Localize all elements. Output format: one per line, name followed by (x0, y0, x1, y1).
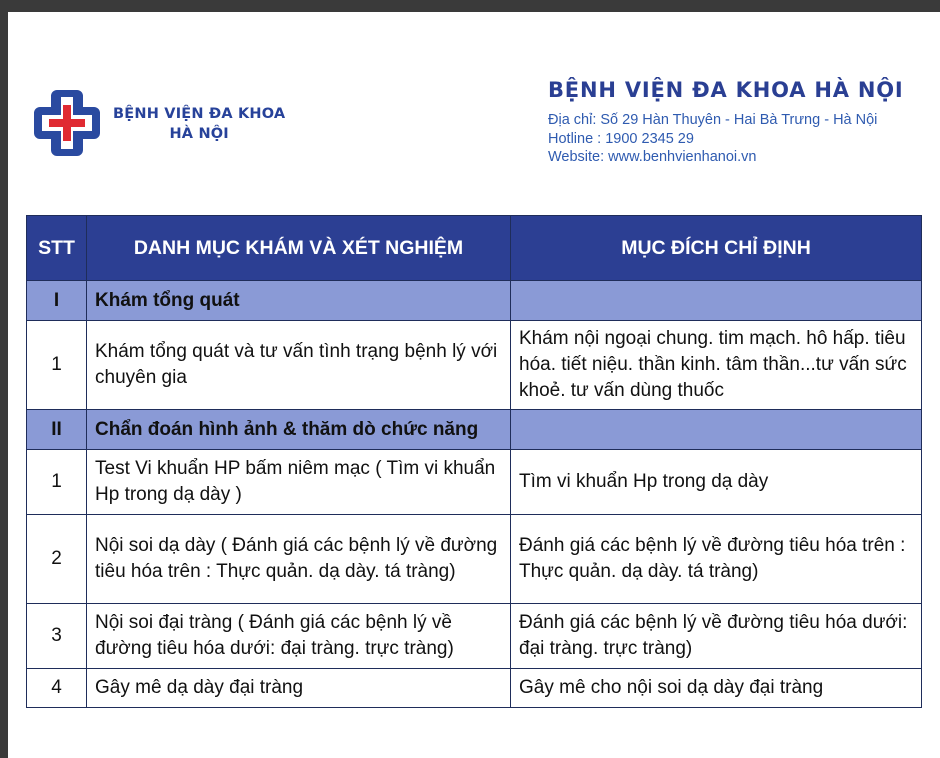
section-number: I (27, 281, 87, 321)
address-text: Địa chỉ: Số 29 Hàn Thuyên - Hai Bà Trưng - Hà Nội (548, 112, 878, 128)
hospital-title: BỆNH VIỆN ĐA KHOA HÀ NỘI (548, 78, 904, 102)
table-row (27, 669, 922, 708)
row-stt: 1 (27, 450, 87, 515)
header-item: DANH MỤC KHÁM VÀ XÉT NGHIỆM (87, 216, 511, 281)
row-item: Test Vi khuẩn HP bấm niêm mạc ( Tìm vi khuẩn Hp trong dạ dày ) (87, 450, 511, 515)
services-table (26, 215, 922, 708)
section-row (27, 281, 922, 321)
section-title: Khám tổng quát (87, 281, 511, 321)
row-purpose: Đánh giá các bệnh lý về đường tiêu hóa dưới: đại tràng. trực tràng) (511, 604, 922, 669)
header-stt: STT (27, 216, 87, 281)
section-number: II (27, 410, 87, 450)
table-row (27, 515, 922, 604)
section-empty-cell (511, 281, 922, 321)
row-purpose: Tìm vi khuẩn Hp trong dạ dày (511, 450, 922, 515)
row-stt: 4 (27, 669, 87, 708)
hotline-text: Hotline : 1900 2345 29 (548, 130, 694, 147)
row-stt: 1 (27, 321, 87, 410)
row-item: Gây mê dạ dày đại tràng (87, 669, 511, 708)
logo-line-2: HÀ NỘI (169, 126, 229, 142)
table-header-row (27, 216, 922, 281)
logo-line-1: BỆNH VIỆN ĐA KHOA (113, 106, 286, 122)
website-text: Website: www.benhvienhanoi.vn (548, 149, 757, 165)
hospital-contact-info (548, 111, 877, 167)
table-row (27, 321, 922, 410)
row-item: Nội soi dạ dày ( Đánh giá các bệnh lý về đường tiêu hóa trên : Thực quản. dạ dày. tá tràng) (87, 515, 511, 604)
section-empty-cell (511, 410, 922, 450)
row-purpose: Đánh giá các bệnh lý về đường tiêu hóa trên : Thực quản. dạ dày. tá tràng) (511, 515, 922, 604)
row-item: Nội soi đại tràng ( Đánh giá các bệnh lý về đường tiêu hóa dưới: đại tràng. trực tràng) (87, 604, 511, 669)
row-stt: 3 (27, 604, 87, 669)
row-stt: 2 (27, 515, 87, 604)
hospital-logo-icon (30, 86, 104, 160)
section-row (27, 410, 922, 450)
table-row (27, 604, 922, 669)
row-item: Khám tổng quát và tư vấn tình trạng bệnh lý với chuyên gia (87, 321, 511, 410)
header-purpose: MỤC ĐÍCH CHỈ ĐỊNH (511, 216, 922, 281)
row-purpose: Gây mê cho nội soi dạ dày đại tràng (511, 669, 922, 708)
row-purpose: Khám nội ngoại chung. tim mạch. hô hấp. tiêu hóa. tiết niệu. thần kinh. tâm thần...tư vấn sức khoẻ. tư vấn dùng thuốc (511, 321, 922, 410)
logo-text (113, 104, 285, 144)
table-row (27, 450, 922, 515)
section-title: Chẩn đoán hình ảnh & thăm dò chức năng (87, 410, 511, 450)
document-page (8, 12, 940, 758)
